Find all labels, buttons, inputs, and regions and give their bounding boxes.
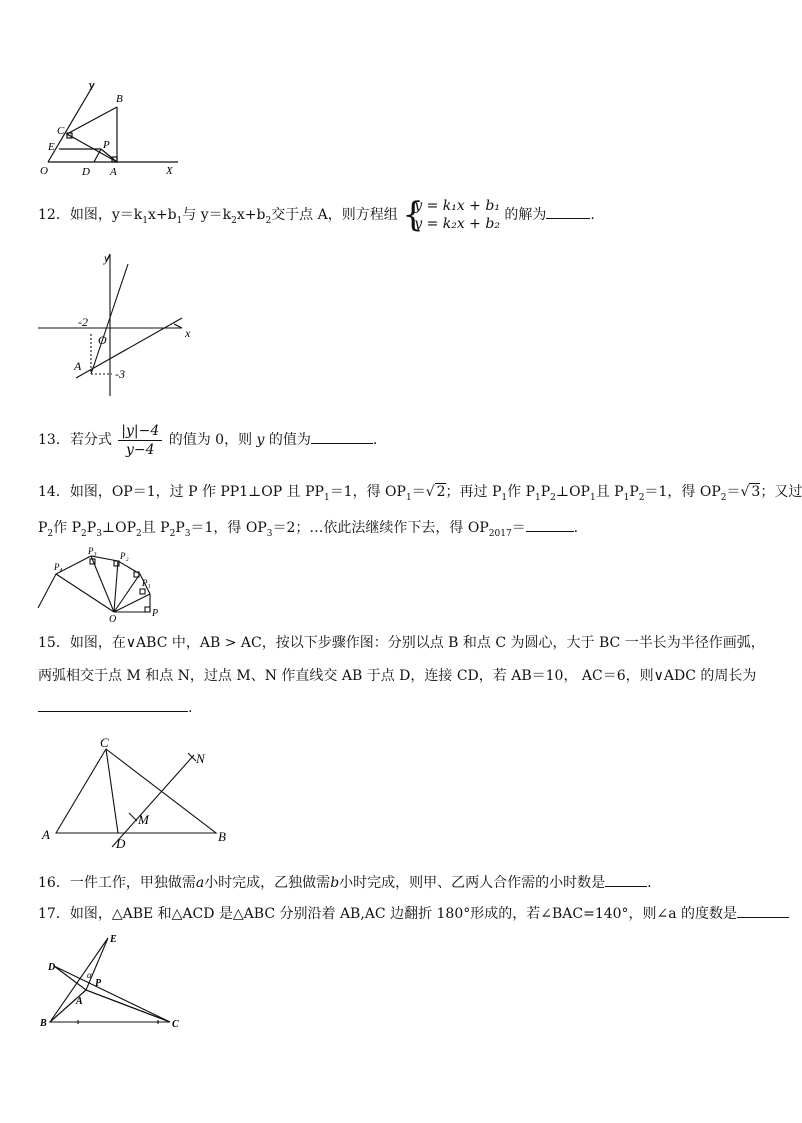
answer-blank-13[interactable] bbox=[311, 429, 373, 444]
answer-blank-17[interactable] bbox=[737, 903, 789, 918]
answer-blank-15[interactable] bbox=[38, 697, 188, 712]
x-axis-label: x bbox=[185, 326, 191, 340]
p4-label: P₄ bbox=[54, 562, 63, 572]
p1-label: P₁ bbox=[142, 578, 151, 588]
svg-text:B: B bbox=[116, 93, 123, 105]
question-16: 16．一件工作，甲独做需a小时完成，乙独做需b小时完成，则甲、乙两人合作需的小时数是 . bbox=[38, 872, 758, 894]
equation-1: y = k₁x + b₁ bbox=[414, 198, 500, 214]
figure-q14 bbox=[36, 546, 166, 624]
svg-text:P: P bbox=[103, 139, 110, 151]
figure-q12 bbox=[36, 250, 201, 400]
p3-label: P₃ bbox=[88, 546, 97, 556]
d-label: D bbox=[116, 836, 126, 851]
figure-q11 bbox=[38, 78, 188, 178]
question-15-line-1: 15．如图，在∨ABC 中，AB > AC，按以下步骤作图：分别以点 B 和点 C 为圆心，大于 BC 一半长为半径作画弧， bbox=[38, 635, 765, 651]
d-label: D bbox=[48, 962, 56, 973]
p-label: P bbox=[152, 608, 159, 619]
y-axis-label: y bbox=[104, 251, 110, 265]
svg-text:Y: Y bbox=[88, 81, 95, 93]
alpha-label: α bbox=[87, 970, 92, 980]
svg-text:C: C bbox=[57, 125, 65, 137]
figure-q17 bbox=[38, 930, 188, 1032]
c-label: C bbox=[100, 735, 109, 750]
figure-q15 bbox=[38, 733, 238, 853]
question-15-line-2: 两弧相交于点 M 和点 N，过点 M、N 作直线交 AB 于点 D，连接 CD，若 AB＝10， AC＝6，则∨ADC 的周长为 bbox=[38, 668, 757, 684]
question-14-line-2: $P_2$作 $P_2P_3\perp OP_2$且 $P_2P_3=1$，得 $OP_3=2$；…依此法继续作下去，得 $OP_{2017}=$ . bbox=[38, 517, 758, 545]
question-13: 13．若分式 $\frac{|y|-4}{y-4}$ 的值为 0，则 y 的值为 . bbox=[38, 422, 378, 458]
svg-text:A: A bbox=[110, 166, 117, 178]
point-a-label: A bbox=[74, 359, 82, 373]
e-label: E bbox=[110, 934, 117, 945]
equation-2: y = k₂x + b₂ bbox=[414, 216, 500, 232]
answer-blank-14[interactable] bbox=[526, 517, 574, 532]
tick-neg2: -2 bbox=[78, 315, 88, 329]
b-label: B bbox=[218, 829, 226, 844]
m-label: M bbox=[138, 812, 149, 827]
svg-text:D: D bbox=[82, 166, 90, 178]
tick-neg3: -3 bbox=[115, 367, 125, 381]
svg-text:X: X bbox=[166, 165, 173, 177]
c-label: C bbox=[172, 1019, 179, 1030]
fraction: $\frac{|y|-4}{y-4}$ bbox=[118, 422, 162, 459]
question-12: 12．如图，$y=k_1x+b_1$与 $y=k_2x+b_2$交于点 A，则方程组 { y = k₁x + b₁ y = k₂x + b₂ 的解为 . bbox=[38, 195, 595, 235]
svg-text:E: E bbox=[48, 141, 55, 153]
svg-text:O: O bbox=[40, 165, 48, 177]
o-label: O bbox=[109, 614, 117, 625]
question-15-line-3: . bbox=[38, 697, 758, 719]
equation-system: { y = k₁x + b₁ y = k₂x + b₂ bbox=[402, 195, 500, 235]
question-14-line-1: 14．如图，OP＝1，过 P 作 PP1⊥OP 且 $PP_1=1$，得 $OP_1=√$ 2；再过 $P_1$作 $P_1P_2\perp OP_1$且 $P_1P_2=1$，得 $OP_2=√$ 3；又过 bbox=[38, 484, 802, 503]
question-17: 17．如图，△ABE 和△ACD 是△ABC 分别沿着 AB,AC 边翻折 180°形成的，若∠BAC=140°，则∠a 的度数是 bbox=[38, 903, 758, 925]
answer-blank-12[interactable] bbox=[546, 204, 590, 219]
a-label: A bbox=[76, 996, 83, 1007]
a-label: A bbox=[42, 827, 50, 842]
n-label: N bbox=[196, 751, 205, 766]
p2-label: P₂ bbox=[120, 551, 129, 561]
b-label: B bbox=[40, 1018, 47, 1029]
origin-label: O bbox=[98, 333, 107, 347]
answer-blank-16[interactable] bbox=[605, 872, 647, 887]
p-label: P bbox=[95, 978, 102, 989]
